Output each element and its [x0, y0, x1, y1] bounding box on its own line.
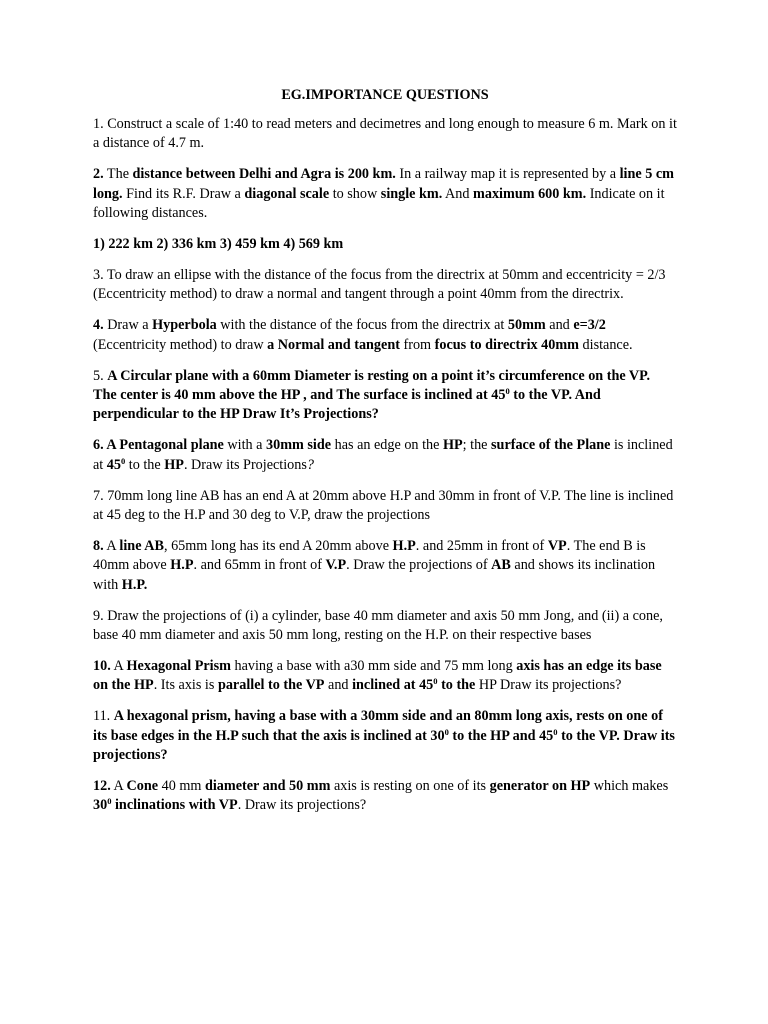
- question-text-segment: A: [103, 537, 120, 554]
- question-text-segment: and: [324, 677, 353, 694]
- question-text-segment: single km.: [380, 185, 443, 202]
- question-q6: [93, 436, 677, 475]
- question-text-segment: HP: [164, 456, 184, 473]
- question-text-segment: and shows its inclination with: [93, 557, 656, 593]
- question-text-segment: 7. 70mm long line AB has an end A at 20mm above H.P and 30mm in front of V.P. The line is inclined at 45 deg to the H.P and 30 deg to V.P, draw the projections: [93, 487, 674, 523]
- question-q9: [93, 607, 677, 646]
- question-text-segment: . Draw the projections of: [346, 557, 492, 574]
- question-text-segment: and: [545, 317, 574, 334]
- question-text-segment: to show: [329, 185, 381, 202]
- question-text-segment: a Normal and tangent: [267, 336, 400, 353]
- question-text-segment: (Eccentricity method) to draw: [93, 336, 268, 353]
- question-text-segment: . The end B is 40mm above: [93, 537, 646, 574]
- question-text-segment: H.P.: [121, 576, 148, 593]
- question-text-segment: with the distance of the focus from the directrix at: [216, 317, 508, 334]
- question-q2: [93, 165, 677, 223]
- question-text-segment: axis has an edge its base on the HP: [93, 657, 662, 694]
- question-text-segment: 3. To draw an ellipse with the distance of the focus from the directrix at 50mm and eccentricity = 2/3 (Eccentricity method) to draw a normal and tangent through a point 40mm from the directrix.: [93, 266, 666, 303]
- question-text-segment: maximum 600 km.: [473, 185, 587, 202]
- question-text-segment: distance between Delhi and Agra is 200 km.: [132, 166, 396, 183]
- question-text-segment: with a: [223, 437, 267, 454]
- question-text-segment: inclinations with VP: [111, 797, 238, 814]
- superscript-degree: 0: [505, 385, 510, 396]
- question-text-segment: A hexagonal prism, having a base with a 30mm side and an 80mm long axis, rests on one of its base edges in the H.P such that the axis is inclined at 30: [93, 708, 663, 744]
- question-text-segment: 40 mm: [158, 777, 205, 794]
- question-text-segment: 2.: [93, 166, 104, 183]
- question-text-segment: inclined at 45: [352, 677, 434, 694]
- question-q3: [93, 266, 677, 305]
- question-text-segment: 30: [93, 797, 108, 814]
- question-text-segment: surface of the Plane: [491, 437, 611, 454]
- question-text-segment: A: [110, 777, 127, 794]
- question-text-segment: . and 65mm in front of: [193, 557, 326, 574]
- question-q1: [93, 115, 677, 154]
- question-text-segment: from: [399, 336, 435, 353]
- question-text-segment: to the: [437, 677, 476, 694]
- superscript-degree: 0: [107, 796, 112, 807]
- question-text-segment: . Draw its Projections: [183, 456, 307, 473]
- question-text-segment: e=3/2: [573, 317, 606, 334]
- question-text-segment: diagonal scale: [244, 185, 330, 202]
- question-text-segment: axis is resting on one of its: [330, 777, 490, 794]
- question-text-segment: In a railway map it is represented by a: [395, 166, 620, 183]
- question-text-segment: The: [103, 166, 133, 183]
- question-q7: [93, 487, 677, 526]
- question-list: [93, 115, 677, 816]
- superscript-degree: 0: [553, 726, 558, 737]
- question-text-segment: 45: [106, 456, 121, 473]
- question-text-segment: line 5 cm long.: [93, 166, 674, 202]
- question-text-segment: A: [110, 657, 127, 674]
- question-text-segment: ?: [306, 456, 314, 473]
- question-text-segment: AB: [491, 557, 511, 574]
- question-text-segment: Draw a: [103, 317, 153, 334]
- question-text-segment: HP Draw its projections?: [475, 677, 622, 694]
- question-text-segment: 4.: [93, 317, 104, 334]
- question-q2-distances: [93, 235, 677, 254]
- question-text-segment: And: [442, 185, 474, 202]
- question-text-segment: 9. Draw the projections of (i) a cylinder, base 40 mm diameter and axis 50 mm Jong, and (ii) a cone, base 40 mm diameter and axis 50 mm long, resting on the H.P. on their respective bases: [93, 607, 663, 644]
- superscript-degree: 0: [120, 455, 126, 466]
- question-text-segment: VP: [547, 537, 567, 554]
- question-text-segment: 5.: [93, 367, 108, 384]
- question-text-segment: 30mm side: [266, 437, 332, 454]
- question-text-segment: to the VP. And perpendicular to the HP Draw It’s Projections?: [93, 386, 601, 423]
- question-text-segment: H.P: [392, 537, 416, 554]
- question-text-segment: to the VP. Draw its projections?: [93, 727, 675, 764]
- question-text-segment: 1. Construct a scale of 1:40 to read meters and decimetres and long enough to measure 6 m. Mark on it a distance of 4.7 m.: [93, 116, 677, 152]
- question-text-segment: A Circular plane with a 60mm Diameter is resting on a point it’s circumference on the VP. The center is 40 mm above the HP , and The surface is inclined at 45: [93, 367, 651, 403]
- question-text-segment: which makes: [590, 777, 669, 794]
- question-text-segment: V.P: [325, 557, 347, 574]
- question-text-segment: parallel to the VP: [217, 677, 325, 694]
- question-text-segment: Hexagonal Prism: [126, 657, 231, 674]
- question-text-segment: , 65mm long has its end A 20mm above: [163, 537, 393, 554]
- question-text-segment: to the HP and 45: [448, 727, 554, 744]
- question-q5: [93, 367, 677, 425]
- question-text-segment: 6. A Pentagonal plane: [93, 437, 224, 454]
- question-q10: [93, 657, 677, 696]
- question-text-segment: 12.: [93, 777, 111, 794]
- question-text-segment: generator on HP: [489, 777, 591, 794]
- question-text-segment: focus to directrix 40mm: [434, 336, 579, 353]
- question-text-segment: . and 25mm in front of: [415, 537, 548, 554]
- question-text-segment: 11.: [93, 708, 114, 725]
- question-q12: [93, 777, 677, 816]
- question-text-segment: . Draw its projections?: [237, 797, 367, 814]
- superscript-degree: 0: [433, 676, 438, 687]
- question-text-segment: to the: [125, 456, 165, 473]
- question-text-segment: ; the: [462, 437, 492, 454]
- question-text-segment: 1) 222 km 2) 336 km 3) 459 km 4) 569 km: [93, 236, 344, 253]
- question-text-segment: having a base with a30 mm side and 75 mm long: [230, 657, 517, 674]
- question-text-segment: Cone: [126, 777, 159, 794]
- question-text-segment: Find its R.F. Draw a: [122, 185, 245, 202]
- question-text-segment: H.P: [170, 557, 194, 574]
- question-text-segment: 8.: [93, 537, 104, 554]
- superscript-degree: 0: [444, 726, 449, 737]
- document-body: [93, 86, 677, 827]
- question-text-segment: line AB: [119, 537, 164, 554]
- question-text-segment: diameter and 50 mm: [204, 777, 331, 794]
- question-q4: [93, 316, 677, 355]
- question-text-segment: distance.: [578, 336, 633, 353]
- question-text-segment: is inclined at: [93, 437, 673, 473]
- question-text-segment: 10.: [93, 657, 111, 674]
- document-title: EG.IMPORTANCE QUESTIONS: [281, 87, 489, 103]
- question-text-segment: has an edge on the: [331, 437, 443, 454]
- question-text-segment: HP: [442, 437, 463, 454]
- question-q8: [93, 537, 677, 595]
- question-text-segment: Hyperbola: [152, 317, 217, 334]
- question-text-segment: Indicate on it following distances.: [93, 185, 665, 222]
- question-q11: [93, 707, 677, 765]
- question-text-segment: . Its axis is: [153, 677, 218, 694]
- question-text-segment: 50mm: [507, 317, 546, 334]
